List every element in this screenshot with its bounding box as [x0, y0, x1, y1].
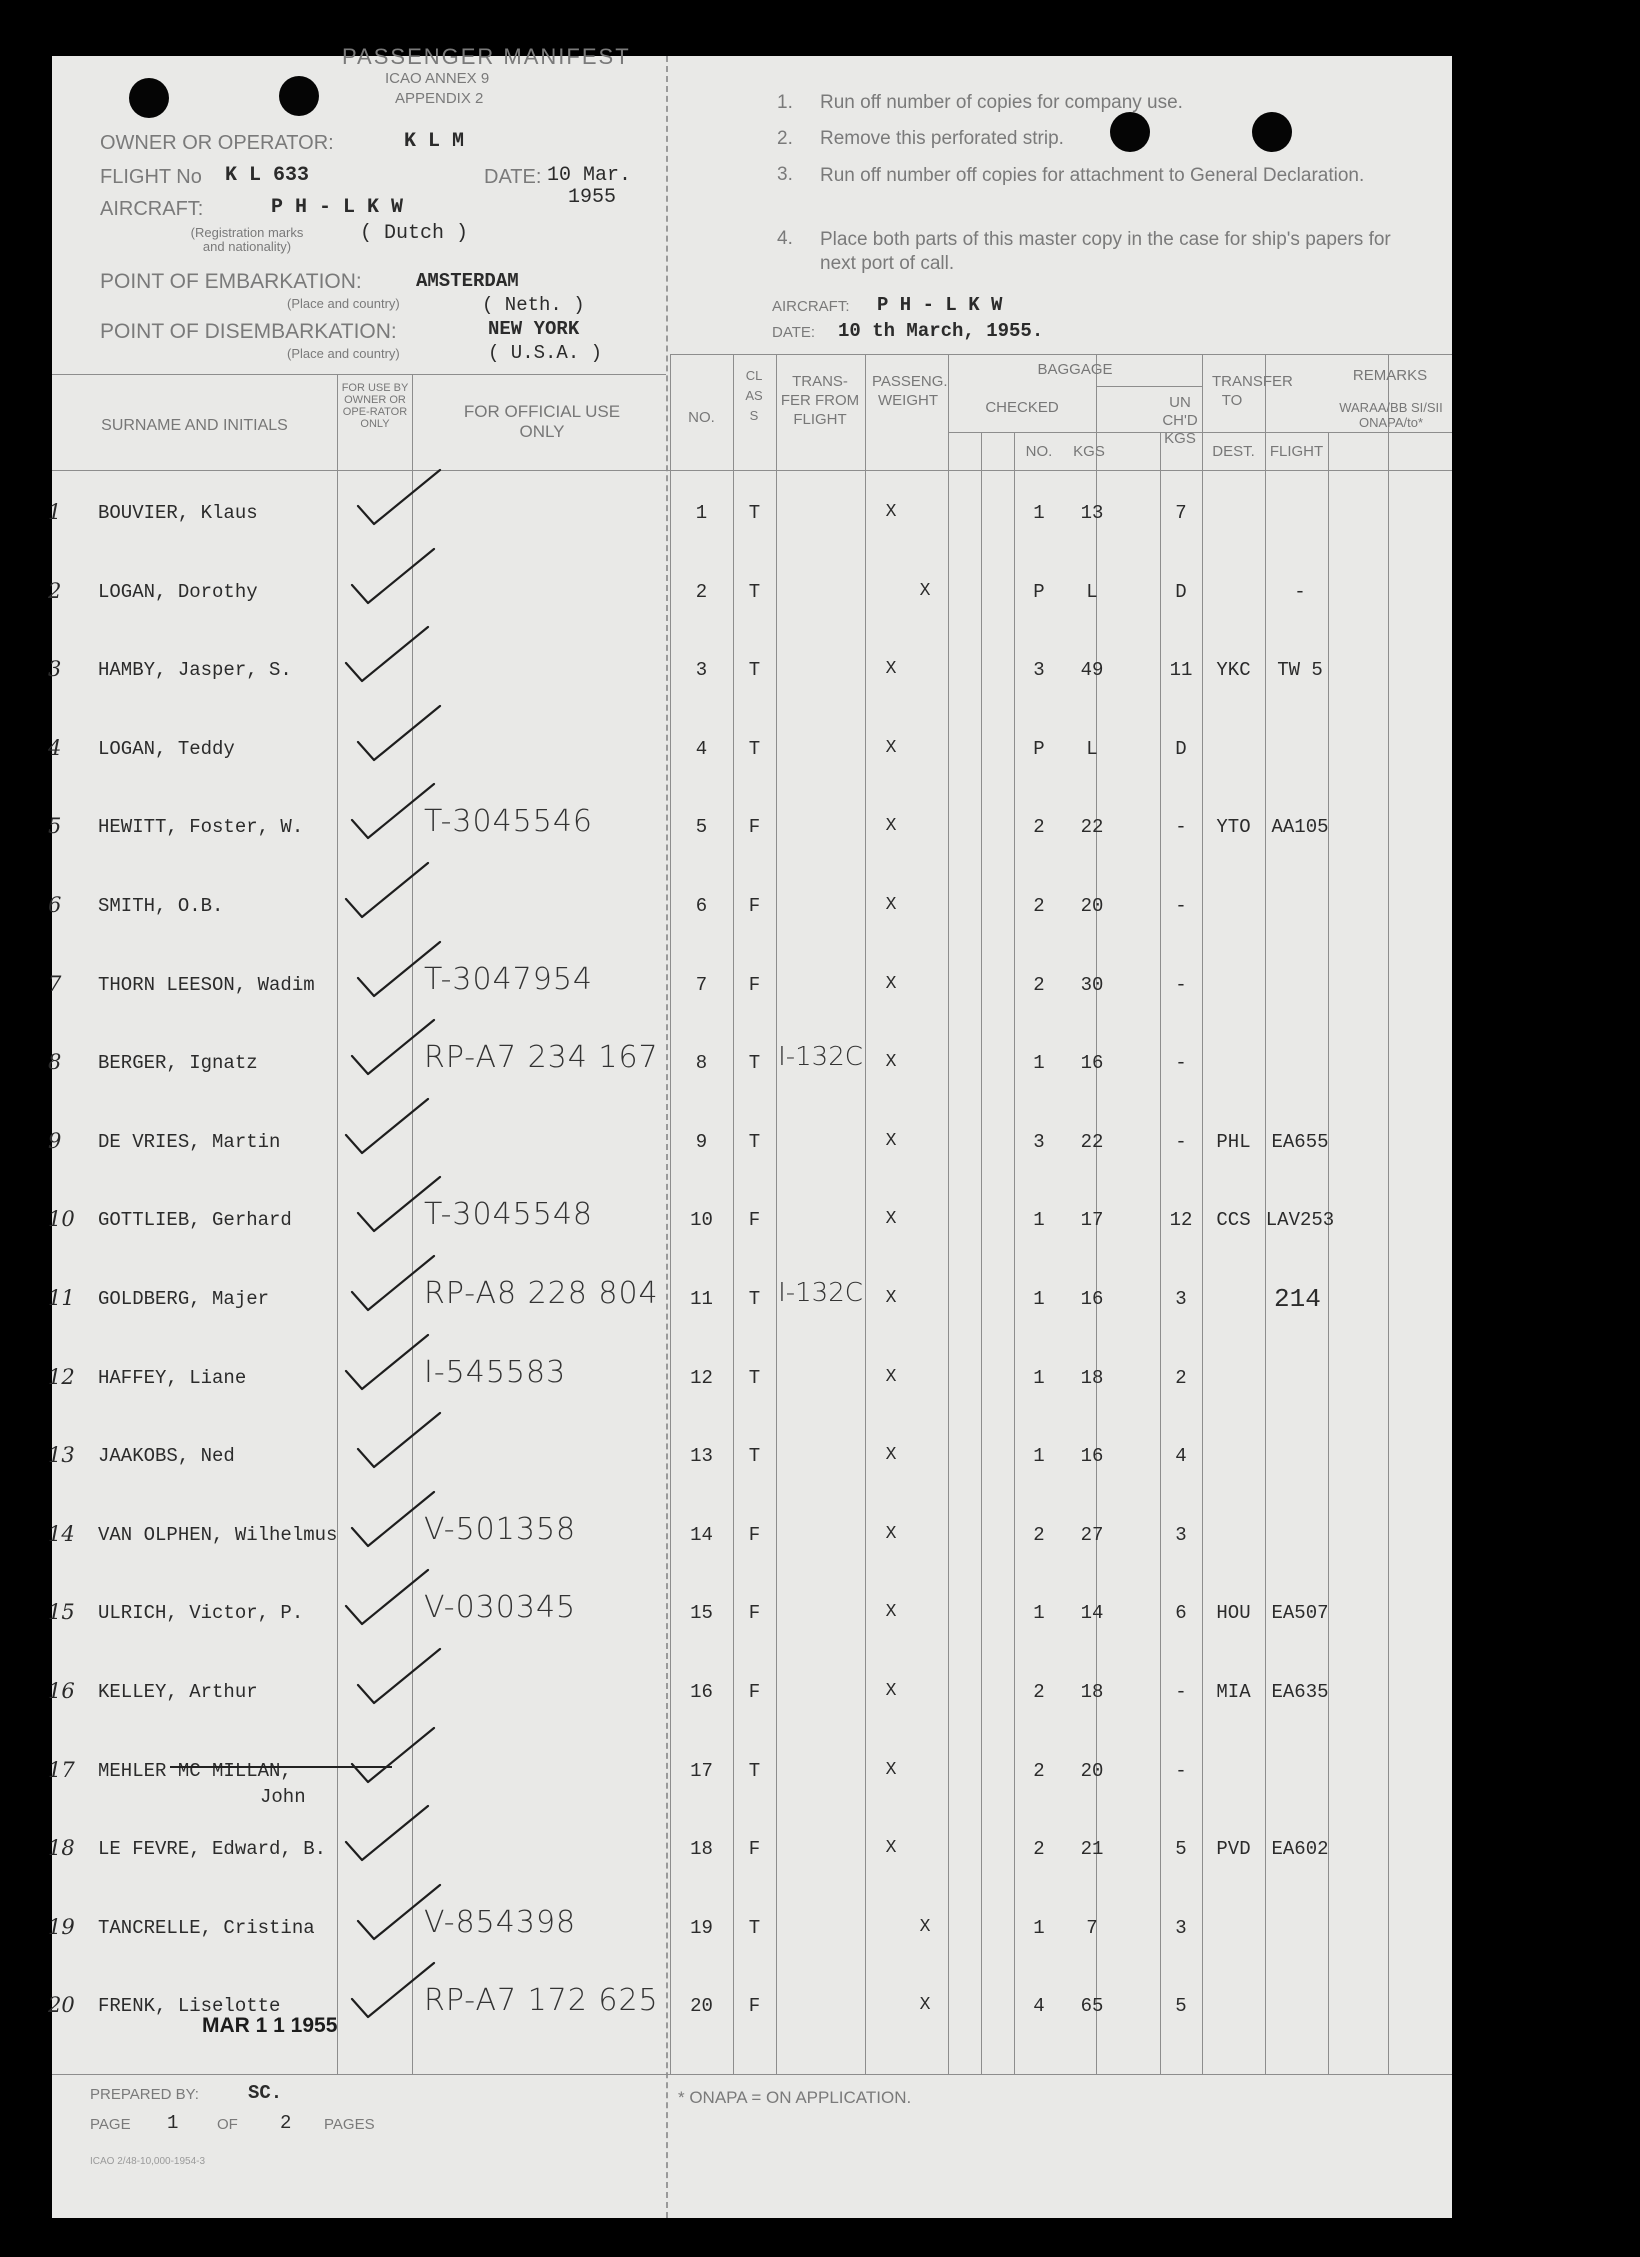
- cell-kgs: 18: [1080, 1681, 1104, 1703]
- cell-transfer-from: I-132C: [778, 1042, 863, 1072]
- disembarkation-value: NEW YORK: [488, 318, 580, 340]
- cell-bag-no: 1: [1033, 1445, 1045, 1467]
- disembarkation-place-note: (Place and country): [287, 346, 400, 361]
- pages-label: PAGES: [324, 2116, 375, 2133]
- aircraft-value: P H - L K W: [271, 196, 404, 219]
- header-checked: CHECKED: [985, 399, 1059, 416]
- cell-wt1: X: [885, 1445, 897, 1465]
- official-use-number: I-545583: [424, 1355, 567, 1390]
- row-index: 16: [48, 1679, 75, 1703]
- cell-class: T: [748, 1131, 761, 1153]
- header-baggage: BAGGAGE: [1037, 361, 1113, 378]
- cell-class: F: [748, 1602, 761, 1624]
- form-code: ICAO 2/48-10,000-1954-3: [90, 2156, 206, 2167]
- cell-no: 2: [695, 581, 708, 603]
- cell-unchd: 3: [1175, 1524, 1187, 1546]
- cell-unchd: D: [1175, 581, 1187, 603]
- row-index: 17: [48, 1758, 75, 1782]
- cell-class: F: [748, 1524, 761, 1546]
- cell-kgs: 22: [1080, 1131, 1104, 1153]
- cell-class: T: [748, 581, 761, 603]
- passenger-name: GOTTLIEB, Gerhard: [98, 1209, 292, 1231]
- cell-class: F: [748, 974, 761, 996]
- checkmark-icon: [340, 1091, 435, 1161]
- header-transfer-to: TRANSFER TO: [1212, 373, 1293, 409]
- date-stamp: MAR 1 1 1955: [202, 2014, 338, 2037]
- punch-hole-3: [1110, 112, 1150, 152]
- cell-dest: YTO: [1216, 816, 1251, 838]
- cell-bag-no: 2: [1033, 1838, 1045, 1860]
- cell-wt1: X: [885, 1760, 897, 1780]
- row-index: 20: [48, 1993, 75, 2017]
- checkmark-icon: [340, 855, 435, 925]
- passenger-name: BOUVIER, Klaus: [98, 502, 258, 524]
- grid-line: [1388, 354, 1389, 2074]
- cell-transfer-from: I-132C: [778, 1278, 863, 1308]
- cell-unchd: -: [1175, 1131, 1187, 1153]
- passenger-name: LE FEVRE, Edward, B.: [98, 1838, 327, 1860]
- cell-no: 5: [695, 816, 708, 838]
- cell-unchd: -: [1175, 1681, 1187, 1703]
- cell-unchd: -: [1175, 895, 1187, 917]
- cell-wt1: X: [885, 659, 897, 679]
- flight-label: FLIGHT No: [100, 166, 202, 188]
- cell-class: T: [748, 502, 761, 524]
- cell-wt1: X: [885, 502, 897, 522]
- date-repeat-value: 10 th March, 1955.: [838, 320, 1044, 342]
- embarkation-place-note: (Place and country): [287, 296, 400, 311]
- cell-class: F: [748, 1209, 761, 1231]
- row-index: 12: [48, 1365, 75, 1389]
- instruction-4-num: 4.: [777, 228, 793, 249]
- cell-unchd: 11: [1169, 659, 1193, 681]
- cell-class: F: [748, 1838, 761, 1860]
- cell-class: F: [748, 1995, 761, 2017]
- form-title: PASSENGER MANIFEST: [342, 44, 631, 69]
- cell-unchd: 2: [1175, 1367, 1187, 1389]
- cell-no: 6: [695, 895, 708, 917]
- grid-line: [776, 354, 777, 2074]
- passenger-name: LOGAN, Dorothy: [98, 581, 258, 603]
- cell-no: 8: [695, 1052, 708, 1074]
- cell-bag-no: 2: [1033, 1681, 1045, 1703]
- disembarkation-label: POINT OF DISEMBARKATION:: [100, 320, 397, 343]
- instruction-3-num: 3.: [777, 164, 793, 185]
- prepared-value: SC.: [248, 2082, 283, 2104]
- cell-bag-no: 1: [1033, 1209, 1045, 1231]
- cell-wt1: X: [885, 1838, 897, 1858]
- cell-kgs: 20: [1080, 1760, 1104, 1782]
- cell-bag-no: 1: [1033, 1602, 1045, 1624]
- cell-kgs: 30: [1080, 974, 1104, 996]
- cell-unchd: -: [1175, 1760, 1187, 1782]
- cell-bag-no: 4: [1033, 1995, 1045, 2017]
- cell-bag-no: 2: [1033, 895, 1045, 917]
- passenger-name: HAMBY, Jasper, S.: [98, 659, 292, 681]
- header-passenger-weight: PASSENG. WEIGHT: [872, 373, 948, 409]
- cell-bag-no: 1: [1033, 1917, 1045, 1939]
- embarkation-country: ( Neth. ): [482, 294, 585, 316]
- annex-label: ICAO ANNEX 9: [385, 70, 490, 87]
- cell-class: T: [748, 1917, 761, 1939]
- cell-kgs: 16: [1080, 1052, 1104, 1074]
- cell-wt2: X: [919, 1995, 931, 2015]
- punch-hole-1: [129, 78, 169, 118]
- row-index: 4: [48, 736, 62, 760]
- grid-line: [52, 374, 666, 375]
- official-use-number: V-854398: [424, 1905, 577, 1940]
- page-label: PAGE: [90, 2116, 131, 2133]
- instruction-2: Remove this perforated strip.: [820, 128, 1064, 149]
- cell-bag-no: 1: [1033, 1288, 1045, 1310]
- checkmark-icon: [352, 1641, 447, 1711]
- cell-unchd: 7: [1175, 502, 1187, 524]
- cell-wt1: X: [885, 1288, 897, 1308]
- row-index: 13: [48, 1443, 75, 1467]
- cell-unchd: 4: [1175, 1445, 1187, 1467]
- header-checked-kgs: KGS: [1073, 443, 1105, 460]
- punch-hole-4: [1252, 112, 1292, 152]
- row-index: 9: [48, 1129, 62, 1153]
- row-index: 15: [48, 1600, 75, 1624]
- cell-bag-no: 2: [1033, 974, 1045, 996]
- cell-no: 11: [690, 1288, 713, 1310]
- header-dest: DEST.: [1212, 443, 1255, 460]
- cell-flight: TW 5: [1277, 659, 1323, 681]
- passenger-name: HAFFEY, Liane: [98, 1367, 247, 1389]
- cell-flight: EA635: [1271, 1681, 1329, 1703]
- cell-bag-no: 1: [1033, 502, 1045, 524]
- checkmark-icon: [346, 541, 441, 611]
- prepared-label: PREPARED BY:: [90, 2086, 199, 2103]
- cell-no: 12: [690, 1367, 713, 1389]
- cell-kgs: 7: [1086, 1917, 1098, 1939]
- cell-kgs: 65: [1080, 1995, 1104, 2017]
- cell-wt1: X: [885, 1131, 897, 1151]
- cell-wt1: X: [885, 1524, 897, 1544]
- checkmark-icon: [340, 1798, 435, 1868]
- cell-kgs: L: [1086, 738, 1098, 760]
- grid-line: [52, 470, 1452, 471]
- row-index: 10: [48, 1207, 75, 1231]
- cell-dest: YKC: [1216, 659, 1251, 681]
- cell-class: T: [748, 1367, 761, 1389]
- official-use-number: T-3047954: [424, 962, 594, 997]
- cell-class: T: [748, 1760, 761, 1782]
- passenger-name: LOGAN, Teddy: [98, 738, 235, 760]
- passenger-name: ULRICH, Victor, P.: [98, 1602, 304, 1624]
- aircraft-label: AIRCRAFT:: [100, 198, 204, 220]
- cell-no: 14: [690, 1524, 713, 1546]
- cell-class: T: [748, 1288, 761, 1310]
- header-class: CLASS: [745, 368, 763, 423]
- cell-class: T: [748, 738, 761, 760]
- header-transfer-from: TRANS-FER FROM FLIGHT: [780, 373, 860, 428]
- cell-kgs: 22: [1080, 816, 1104, 838]
- cell-class: T: [748, 1052, 761, 1074]
- flight-value: K L 633: [225, 164, 310, 187]
- header-surname: SURNAME AND INITIALS: [101, 417, 288, 434]
- date-value-2: 1955: [568, 186, 617, 209]
- cell-class: T: [748, 659, 761, 681]
- cell-bag-no: 3: [1033, 659, 1045, 681]
- perforation-line: [666, 56, 668, 2218]
- cell-dest: MIA: [1216, 1681, 1251, 1703]
- official-use-number: RP-A7 234 167: [424, 1040, 659, 1075]
- passenger-name: THORN LEESON, Wadim: [98, 974, 315, 996]
- grid-line: [52, 2074, 1452, 2075]
- checkmark-icon: [346, 1720, 441, 1790]
- cell-kgs: 13: [1080, 502, 1104, 524]
- of-value: 2: [280, 2112, 292, 2134]
- cell-unchd: 3: [1175, 1288, 1187, 1310]
- passenger-name: GOLDBERG, Majer: [98, 1288, 270, 1310]
- cell-flight: EA655: [1271, 1131, 1329, 1153]
- cell-bag-no: 2: [1033, 1524, 1045, 1546]
- checkmark-icon: [352, 698, 447, 768]
- header-owner-use: FOR USE BY OWNER OR OPE-RATOR ONLY: [341, 382, 409, 430]
- cell-unchd: -: [1175, 816, 1187, 838]
- cell-kgs: 16: [1080, 1445, 1104, 1467]
- appendix-label: APPENDIX 2: [395, 90, 484, 107]
- passenger-name: JAAKOBS, Ned: [98, 1445, 235, 1467]
- passenger-name: VAN OLPHEN, Wilhelmus: [98, 1524, 338, 1546]
- cell-class: F: [748, 895, 761, 917]
- passenger-name: BERGER, Ignatz: [98, 1052, 258, 1074]
- instruction-2-num: 2.: [777, 128, 793, 149]
- cell-kgs: 14: [1080, 1602, 1104, 1624]
- cell-kgs: 17: [1080, 1209, 1104, 1231]
- cell-no: 19: [690, 1917, 713, 1939]
- passenger-name: MEHLER MC MILLAN,: [98, 1760, 292, 1782]
- header-no: NO.: [688, 409, 715, 426]
- header-flight: FLIGHT: [1269, 443, 1324, 460]
- checkmark-icon: [340, 619, 435, 689]
- cell-bag-no: P: [1033, 581, 1045, 603]
- cell-flight: AA105: [1271, 816, 1329, 838]
- row-index: 18: [48, 1836, 75, 1860]
- cell-no: 20: [690, 1995, 713, 2017]
- cell-no: 3: [695, 659, 708, 681]
- owner-value: K L M: [404, 130, 465, 153]
- annotation-214: 214: [1274, 1284, 1321, 1314]
- row-17-continuation: John: [260, 1786, 306, 1808]
- cell-dest: CCS: [1216, 1209, 1251, 1231]
- row-index: 19: [48, 1915, 75, 1939]
- cell-flight: -: [1294, 581, 1306, 603]
- cell-unchd: -: [1175, 1052, 1187, 1074]
- cell-no: 18: [690, 1838, 713, 1860]
- row-index: 3: [48, 657, 62, 681]
- cell-bag-no: P: [1033, 738, 1045, 760]
- row-index: 5: [48, 814, 62, 838]
- cell-unchd: D: [1175, 738, 1187, 760]
- official-use-number: RP-A8 228 804: [424, 1276, 659, 1311]
- header-remarks-sub: WARAA/BB SI/SII ONAPA/to*: [1339, 400, 1443, 430]
- page-value: 1: [167, 2112, 179, 2134]
- cell-unchd: -: [1175, 974, 1187, 996]
- punch-hole-2: [279, 76, 319, 116]
- official-use-number: V-030345: [424, 1590, 577, 1625]
- row-index: 6: [48, 893, 62, 917]
- grid-line: [1096, 386, 1202, 387]
- row-index: 7: [48, 972, 62, 996]
- cell-bag-no: 1: [1033, 1367, 1045, 1389]
- passenger-name: TANCRELLE, Cristina: [98, 1917, 315, 1939]
- embarkation-label: POINT OF EMBARKATION:: [100, 270, 362, 293]
- aircraft-repeat-value: P H - L K W: [877, 294, 1003, 316]
- checkmark-icon: [352, 462, 447, 532]
- disembarkation-country: ( U.S.A. ): [488, 342, 603, 364]
- official-use-number: T-3045548: [424, 1197, 594, 1232]
- passenger-name: FRENK, Liselotte: [98, 1995, 281, 2017]
- cell-no: 13: [690, 1445, 713, 1467]
- cell-kgs: 49: [1080, 659, 1104, 681]
- onapa-note: * ONAPA = ON APPLICATION.: [678, 2088, 912, 2107]
- cell-no: 1: [695, 502, 708, 524]
- cell-dest: PVD: [1216, 1838, 1251, 1860]
- cell-bag-no: 3: [1033, 1131, 1045, 1153]
- header-official-use: FOR OFFICIAL USE ONLY: [463, 402, 621, 441]
- header-checked-no: NO.: [1025, 443, 1053, 460]
- cell-wt1: X: [885, 738, 897, 758]
- checkmark-icon: [340, 1327, 435, 1397]
- nationality-value: ( Dutch ): [360, 222, 469, 245]
- cell-unchd: 3: [1175, 1917, 1187, 1939]
- cell-no: 9: [695, 1131, 708, 1153]
- grid-line: [670, 354, 1452, 355]
- cell-bag-no: 2: [1033, 1760, 1045, 1782]
- registration-note: (Registration marks and nationality): [190, 225, 304, 254]
- cell-flight: LAV253: [1265, 1209, 1335, 1231]
- cell-flight: EA507: [1271, 1602, 1329, 1624]
- cell-bag-no: 2: [1033, 816, 1045, 838]
- embarkation-value: AMSTERDAM: [416, 270, 519, 292]
- cell-bag-no: 1: [1033, 1052, 1045, 1074]
- of-label: OF: [217, 2116, 238, 2133]
- cell-kgs: 21: [1080, 1838, 1104, 1860]
- passenger-name: HEWITT, Foster, W.: [98, 816, 304, 838]
- strikethrough-mark: [170, 1766, 392, 1768]
- row-index: 11: [48, 1286, 75, 1310]
- date-value-1: 10 Mar.: [547, 164, 632, 187]
- cell-class: T: [748, 1445, 761, 1467]
- passenger-name: DE VRIES, Martin: [98, 1131, 281, 1153]
- cell-wt2: X: [919, 1917, 931, 1937]
- grid-line: [981, 432, 982, 2074]
- instruction-1-num: 1.: [777, 92, 793, 113]
- cell-wt1: X: [885, 1681, 897, 1701]
- cell-no: 15: [690, 1602, 713, 1624]
- row-index: 14: [48, 1522, 75, 1546]
- owner-label: OWNER OR OPERATOR:: [100, 132, 334, 154]
- cell-unchd: 12: [1169, 1209, 1193, 1231]
- date-repeat-label: DATE:: [772, 324, 816, 341]
- official-use-number: RP-A7 172 625: [424, 1983, 659, 2018]
- checkmark-icon: [352, 1405, 447, 1475]
- instruction-1: Run off number of copies for company use.: [820, 92, 1183, 113]
- row-index: 8: [48, 1050, 62, 1074]
- manifest-page: [48, 44, 1452, 2218]
- grid-line: [865, 354, 866, 2074]
- cell-no: 4: [695, 738, 708, 760]
- row-index: 2: [48, 579, 62, 603]
- cell-flight: EA602: [1271, 1838, 1329, 1860]
- cell-wt1: X: [885, 1209, 897, 1229]
- official-use-number: T-3045546: [424, 804, 594, 839]
- cell-wt1: X: [885, 1367, 897, 1387]
- grid-line: [948, 354, 949, 2074]
- checkmark-icon: [340, 1562, 435, 1632]
- cell-wt2: X: [919, 581, 931, 601]
- cell-class: F: [748, 1681, 761, 1703]
- instruction-4: Place both parts of this master copy in the case for ship's papers for next port of call.: [820, 229, 1391, 274]
- cell-wt1: X: [885, 1052, 897, 1072]
- passenger-name: KELLEY, Arthur: [98, 1681, 258, 1703]
- official-use-number: V-501358: [424, 1512, 577, 1547]
- header-remarks: REMARKS: [1352, 367, 1428, 384]
- cell-unchd: 6: [1175, 1602, 1187, 1624]
- cell-kgs: L: [1086, 581, 1098, 603]
- row-index: 1: [48, 500, 62, 524]
- aircraft-repeat-label: AIRCRAFT:: [772, 298, 850, 315]
- cell-wt1: X: [885, 974, 897, 994]
- instruction-3: Run off number off copies for attachment to General Declaration.: [820, 165, 1365, 186]
- cell-unchd: 5: [1175, 1995, 1187, 2017]
- cell-wt1: X: [885, 816, 897, 836]
- grid-line: [337, 374, 338, 2074]
- cell-kgs: 16: [1080, 1288, 1104, 1310]
- cell-kgs: 18: [1080, 1367, 1104, 1389]
- cell-no: 17: [690, 1760, 713, 1782]
- cell-wt1: X: [885, 1602, 897, 1622]
- cell-wt1: X: [885, 895, 897, 915]
- cell-no: 10: [690, 1209, 713, 1231]
- cell-kgs: 20: [1080, 895, 1104, 917]
- cell-no: 7: [695, 974, 708, 996]
- cell-dest: PHL: [1216, 1131, 1251, 1153]
- passenger-name: SMITH, O.B.: [98, 895, 224, 917]
- cell-kgs: 27: [1080, 1524, 1104, 1546]
- date-label: DATE:: [484, 166, 542, 188]
- cell-dest: HOU: [1216, 1602, 1251, 1624]
- cell-class: F: [748, 816, 761, 838]
- cell-no: 16: [690, 1681, 713, 1703]
- cell-unchd: 5: [1175, 1838, 1187, 1860]
- header-unchecked: UN CH'D KGS: [1162, 394, 1198, 447]
